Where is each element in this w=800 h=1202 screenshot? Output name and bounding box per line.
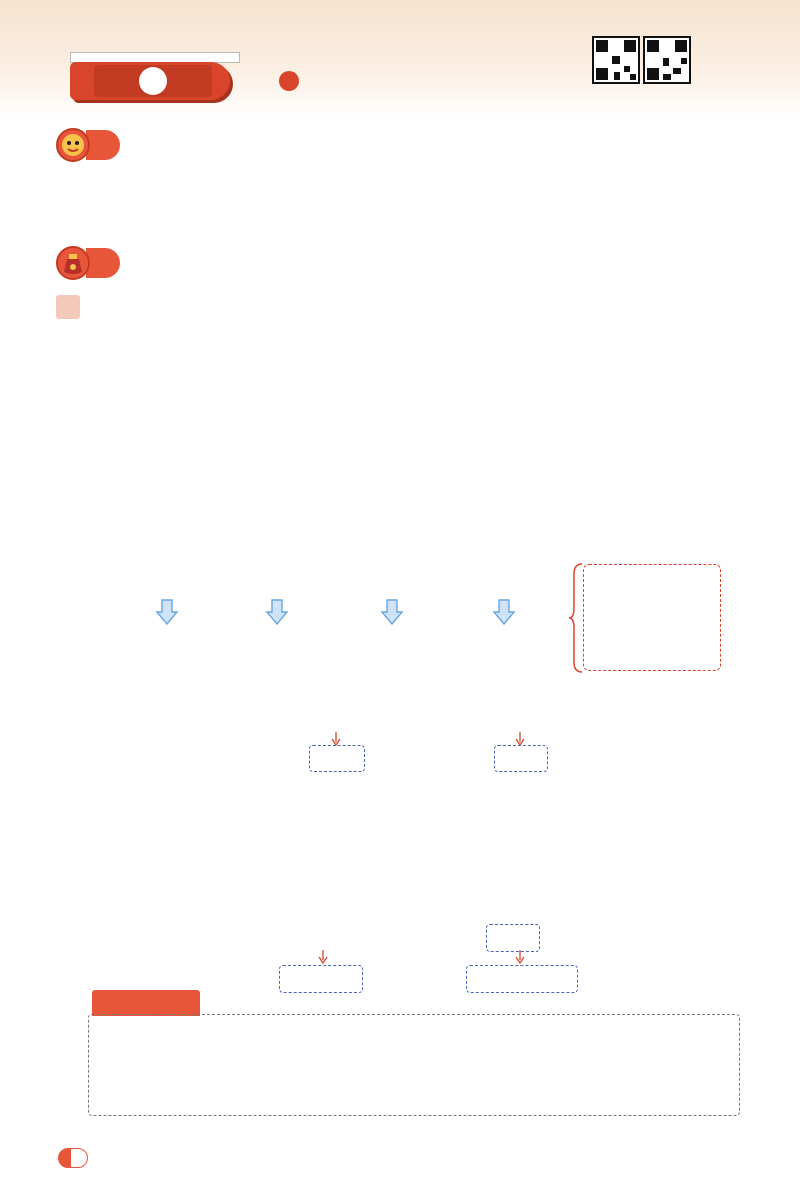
formula-desc-a — [309, 745, 365, 772]
explanation-note — [583, 564, 721, 671]
stick-bundles-row — [210, 326, 670, 386]
page-footer — [58, 1148, 88, 1168]
method-summary-title — [92, 990, 200, 1016]
red-arrow-icon — [515, 950, 525, 964]
grade-label — [70, 1148, 88, 1168]
day-badge — [70, 62, 230, 100]
down-arrow-icon — [492, 598, 516, 626]
down-arrow-icon — [265, 598, 289, 626]
ex2-desc-a[interactable] — [279, 965, 363, 993]
ex2-desc-result[interactable] — [466, 965, 578, 993]
qr-grading-icon[interactable] — [643, 36, 691, 84]
brace-icon — [568, 562, 584, 674]
ex2-result-blank[interactable] — [486, 924, 540, 952]
down-arrow-icon — [155, 598, 179, 626]
stick-bundles-row-2 — [150, 532, 570, 592]
day-number — [139, 67, 167, 95]
lion-mascot-icon — [56, 128, 90, 162]
red-arrow-icon — [515, 732, 525, 746]
qr-video-icon[interactable] — [592, 36, 640, 84]
red-arrow-icon — [331, 732, 341, 746]
lesson-title — [276, 71, 302, 96]
example-mark — [56, 295, 80, 319]
method-summary-text — [88, 1014, 740, 1116]
example-section-header — [56, 246, 120, 280]
lesson-number — [279, 71, 299, 91]
stick-bundle-groups — [132, 636, 562, 706]
down-arrow-icon — [380, 598, 404, 626]
example-section-title — [86, 248, 120, 278]
red-arrow-icon — [318, 950, 328, 964]
page-number — [58, 1148, 70, 1168]
formula-desc-result — [494, 745, 548, 772]
connect-section-title — [86, 130, 120, 160]
connect-section-header — [56, 128, 120, 162]
money-bag-icon — [56, 246, 90, 280]
